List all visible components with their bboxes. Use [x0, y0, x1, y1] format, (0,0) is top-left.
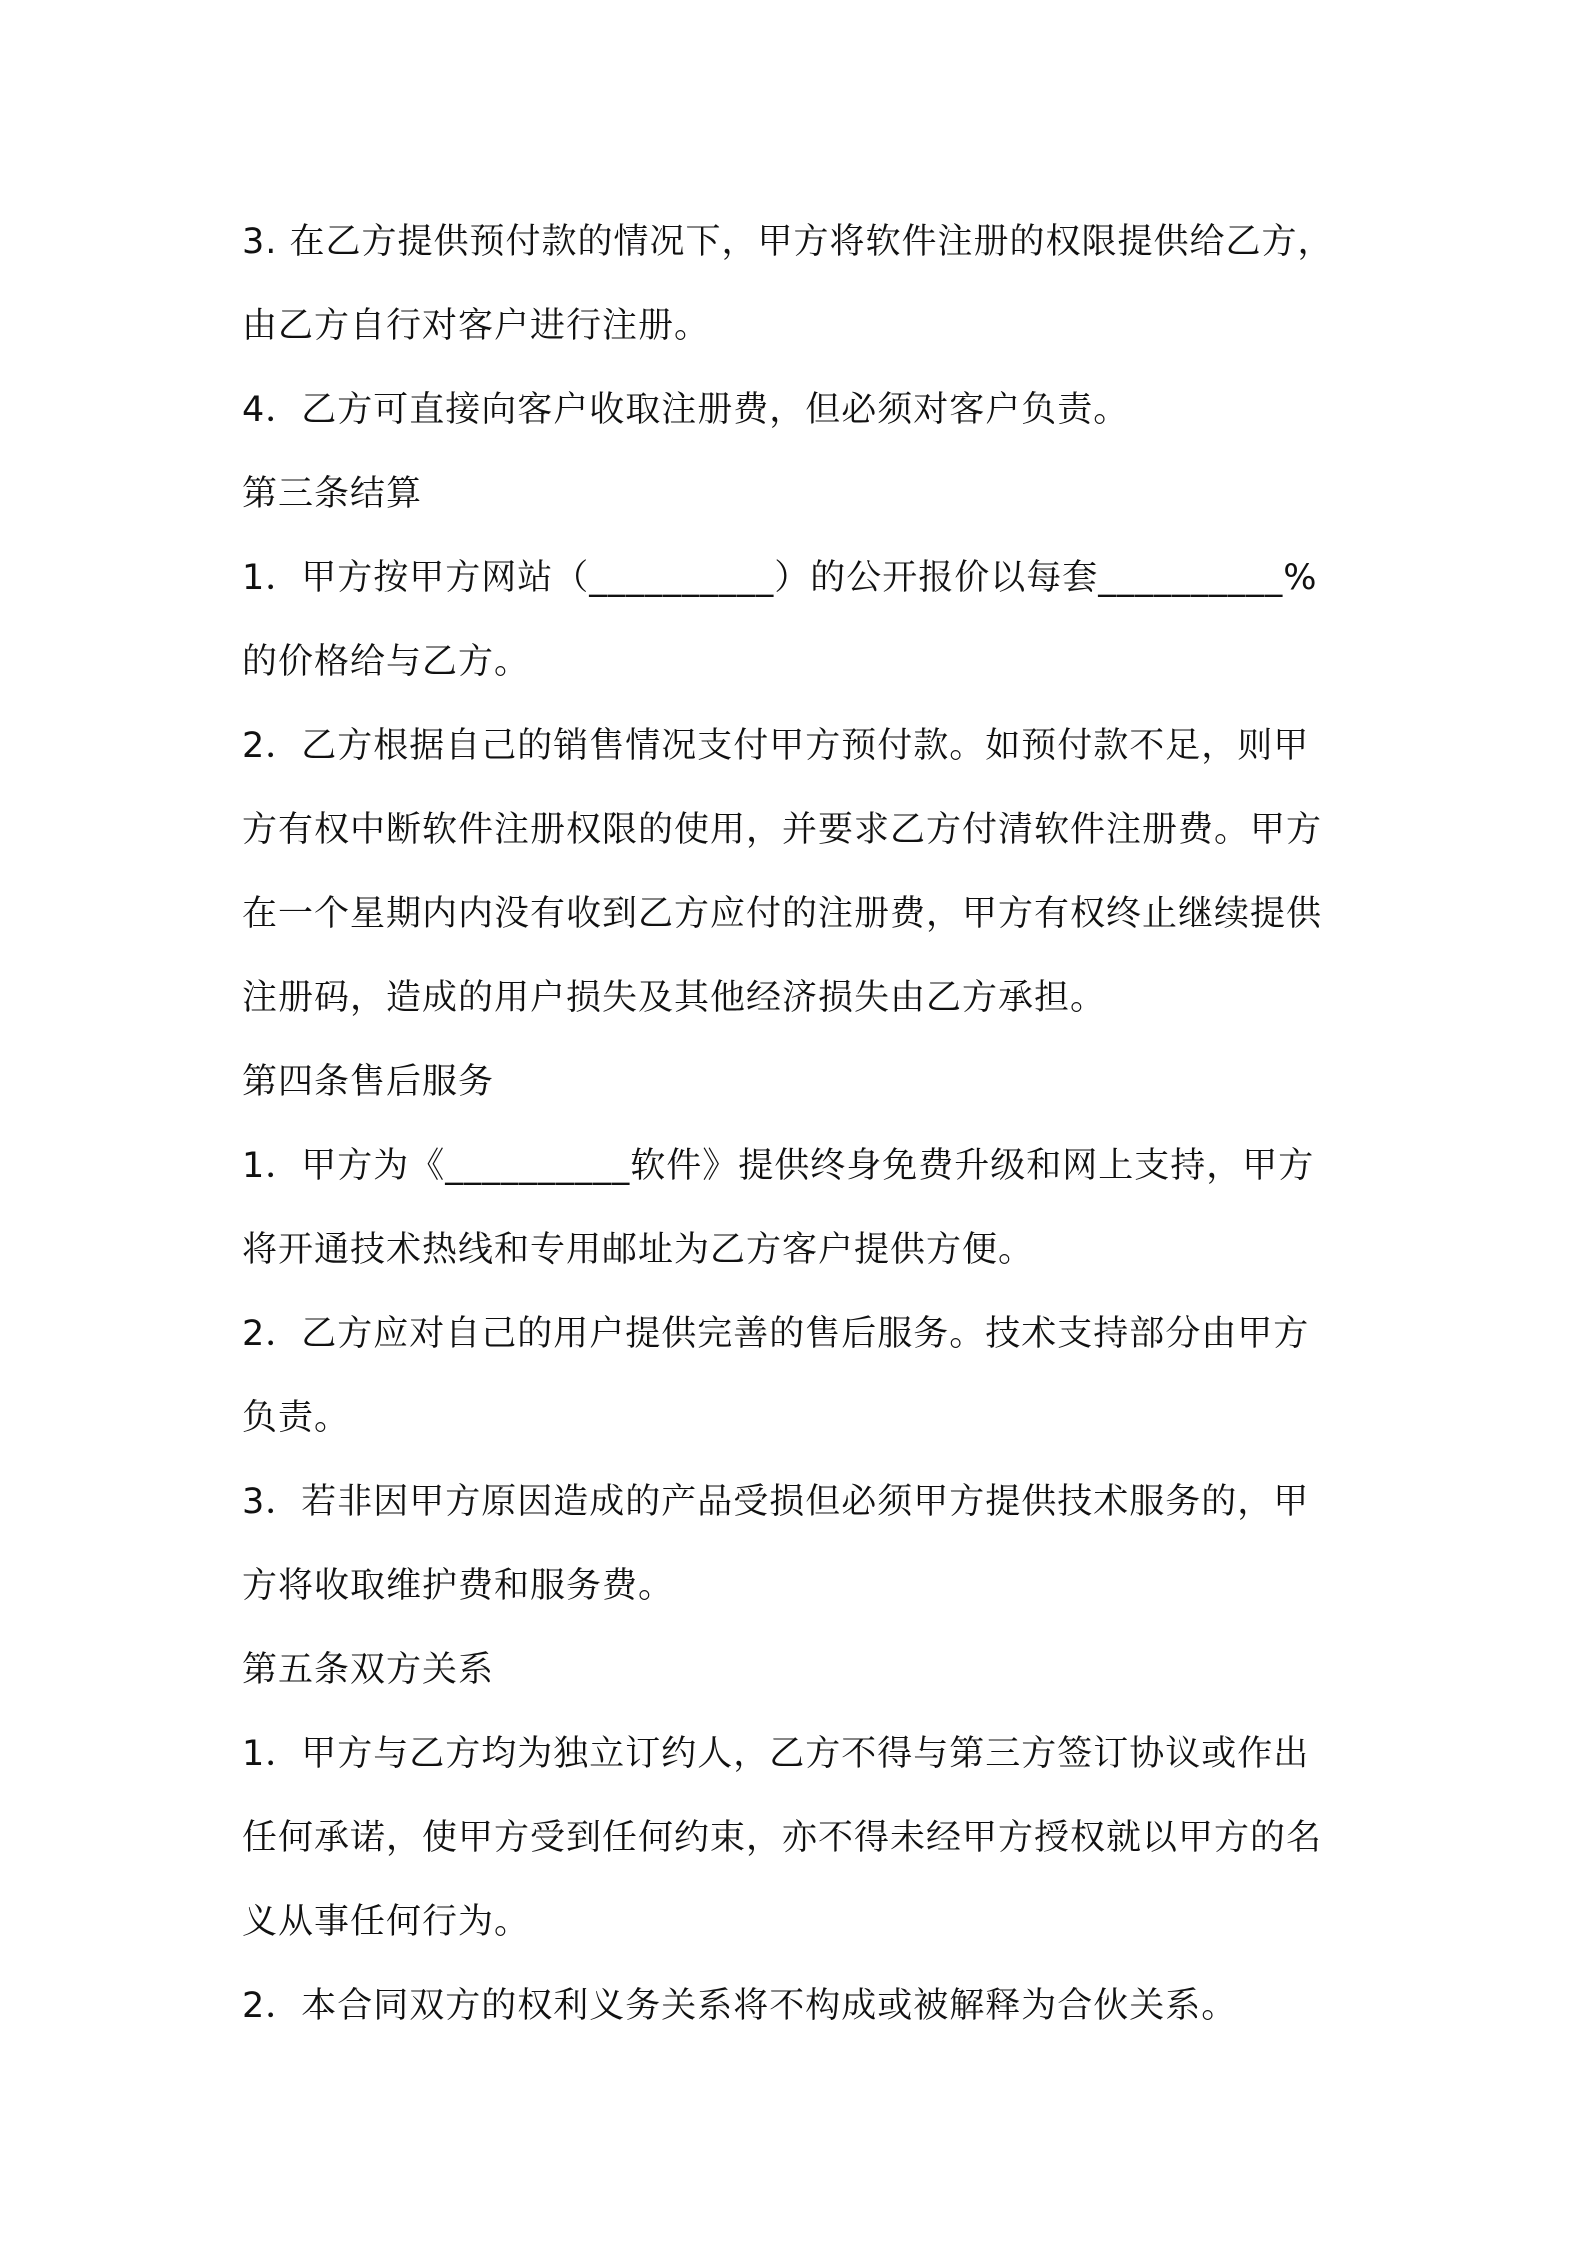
- text-line: 1．甲方与乙方均为独立订约人，乙方不得与第三方签订协议或作出: [242, 1734, 1310, 1774]
- text-line: 1．甲方为《__________软件》提供终身免费升级和网上支持，甲方: [242, 1146, 1315, 1186]
- text-line: 将开通技术热线和专用邮址为乙方客户提供方便。: [242, 1230, 1035, 1270]
- text-line: 3．若非因甲方原因造成的产品受损但必须甲方提供技术服务的，甲: [242, 1482, 1310, 1522]
- text-line: 3. 在乙方提供预付款的情况下，甲方将软件注册的权限提供给乙方，: [242, 222, 1334, 262]
- section-heading: 第四条售后服务: [242, 1062, 495, 1102]
- text-line: 2．乙方应对自己的用户提供完善的售后服务。技术支持部分由甲方: [242, 1314, 1310, 1354]
- text-line: 任何承诺，使甲方受到任何约束，亦不得未经甲方授权就以甲方的名: [242, 1818, 1323, 1858]
- text-line: 义从事任何行为。: [242, 1902, 531, 1942]
- text-line: 负责。: [242, 1398, 351, 1438]
- text-line: 1．甲方按甲方网站（__________）的公开报价以每套__________%: [242, 558, 1318, 598]
- text-line: 注册码，造成的用户损失及其他经济损失由乙方承担。: [242, 978, 1107, 1018]
- text-line: 2．本合同双方的权利义务关系将不构成或被解释为合伙关系。: [242, 1986, 1238, 2026]
- section-heading: 第五条双方关系: [242, 1650, 495, 1690]
- document-body: [242, 200, 1362, 2048]
- text-line: 2．乙方根据自己的销售情况支付甲方预付款。如预付款不足，则甲: [242, 726, 1310, 766]
- text-line: 方有权中断软件注册权限的使用，并要求乙方付清软件注册费。甲方: [242, 810, 1323, 850]
- text-line: 在一个星期内内没有收到乙方应付的注册费，甲方有权终止继续提供: [242, 894, 1323, 934]
- text-line: 的价格给与乙方。: [242, 642, 531, 682]
- section-heading: 第三条结算: [242, 474, 423, 514]
- text-line: 方将收取维护费和服务费。: [242, 1566, 675, 1606]
- text-line: 由乙方自行对客户进行注册。: [242, 306, 711, 346]
- text-line: 4．乙方可直接向客户收取注册费，但必须对客户负责。: [242, 390, 1130, 430]
